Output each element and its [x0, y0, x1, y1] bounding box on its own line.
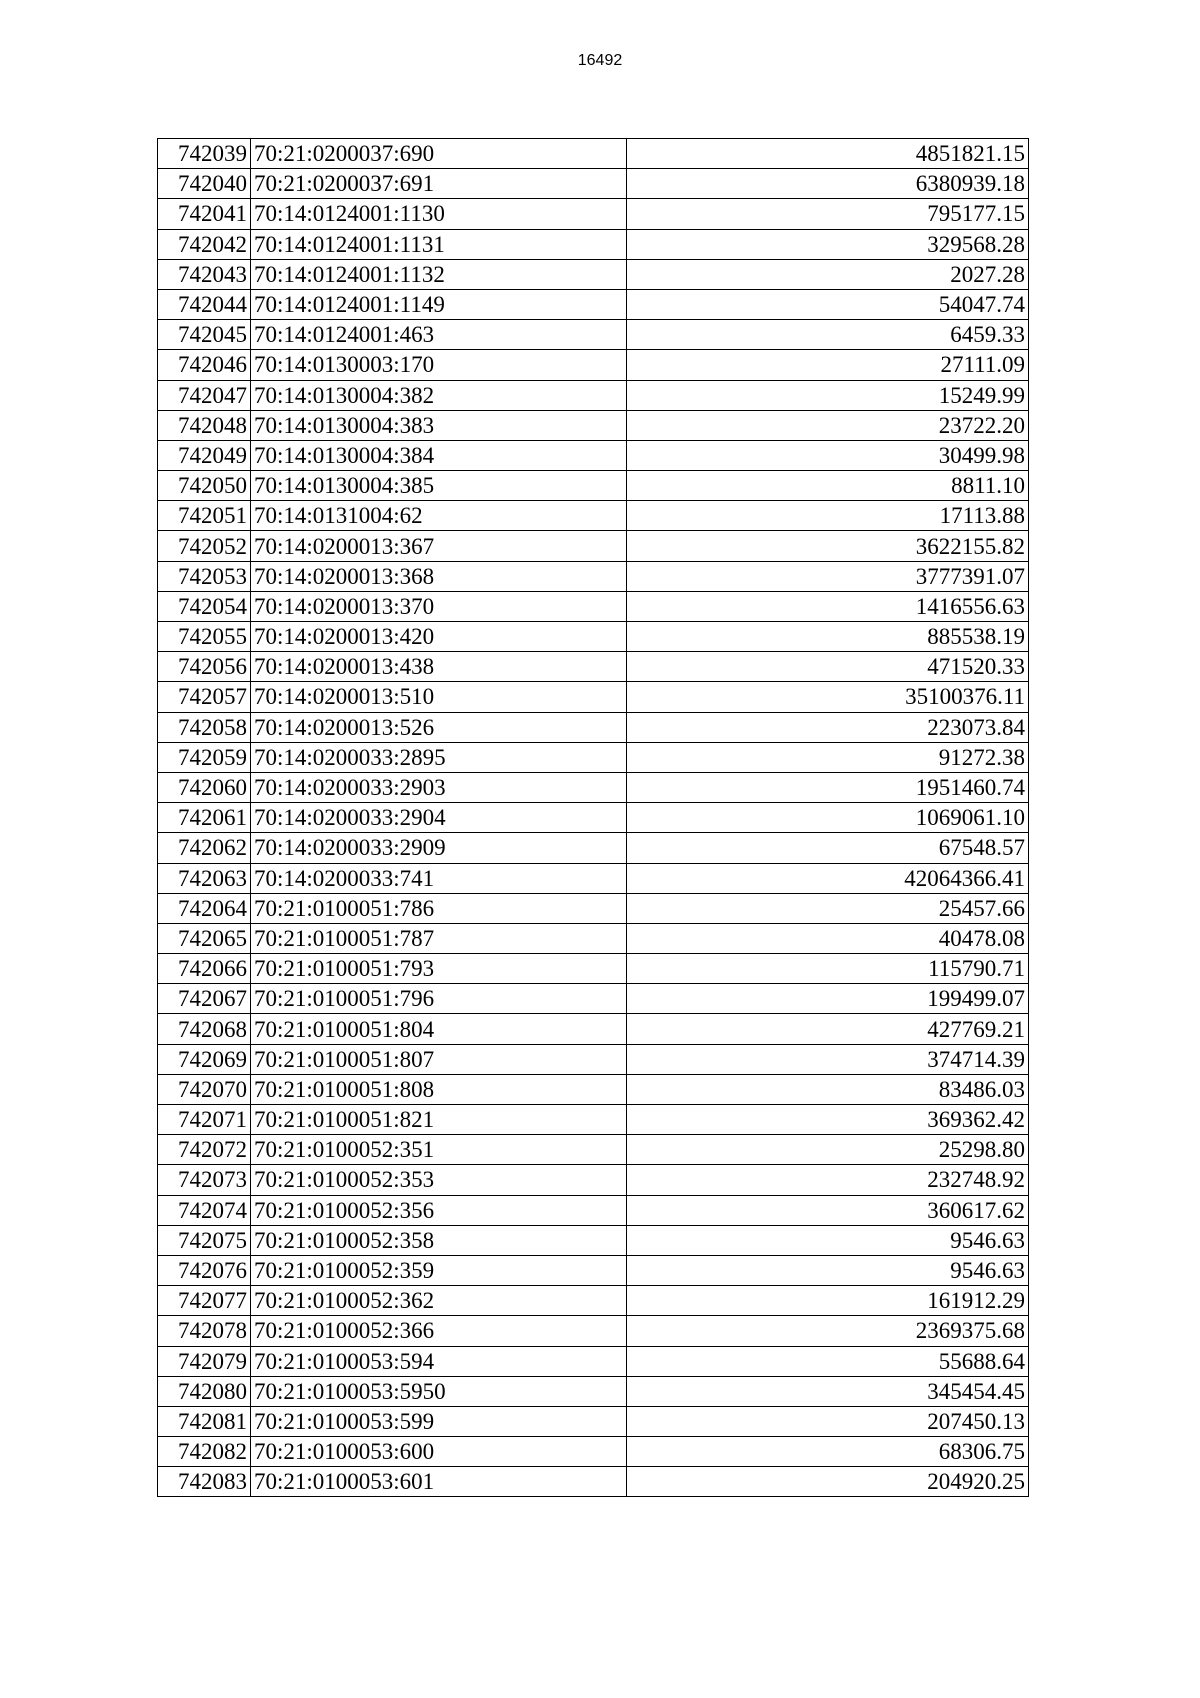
table-body — [158, 139, 1029, 1497]
table-row — [158, 1165, 1029, 1195]
table-row — [158, 1255, 1029, 1285]
cadastral-number-cell: 70:21:0100052:366 — [251, 1316, 627, 1346]
cadastral-number-cell: 70:21:0200037:690 — [251, 139, 627, 169]
table-row — [158, 712, 1029, 742]
row-id-cell: 742061 — [158, 803, 251, 833]
cadastral-value-cell: 204920.25 — [627, 1467, 1029, 1497]
row-id-cell: 742040 — [158, 169, 251, 199]
cadastral-value-cell: 232748.92 — [627, 1165, 1029, 1195]
cadastral-value-cell: 1951460.74 — [627, 772, 1029, 802]
cadastral-number-cell: 70:21:0100051:787 — [251, 923, 627, 953]
cadastral-number-cell: 70:14:0130004:382 — [251, 380, 627, 410]
cadastral-value-cell: 54047.74 — [627, 289, 1029, 319]
row-id-cell: 742049 — [158, 440, 251, 470]
row-id-cell: 742064 — [158, 893, 251, 923]
table-row — [158, 229, 1029, 259]
cadastral-value-cell: 30499.98 — [627, 440, 1029, 470]
row-id-cell: 742073 — [158, 1165, 251, 1195]
cadastral-value-cell: 471520.33 — [627, 652, 1029, 682]
cadastral-number-cell: 70:21:0100051:808 — [251, 1074, 627, 1104]
cadastral-number-cell: 70:21:0100052:351 — [251, 1135, 627, 1165]
table-row — [158, 1346, 1029, 1376]
cadastral-value-cell: 427769.21 — [627, 1014, 1029, 1044]
row-id-cell: 742071 — [158, 1105, 251, 1135]
cadastral-number-cell: 70:21:0100053:594 — [251, 1346, 627, 1376]
cadastral-number-cell: 70:14:0200013:510 — [251, 682, 627, 712]
row-id-cell: 742046 — [158, 350, 251, 380]
table-row — [158, 1316, 1029, 1346]
cadastral-value-cell: 207450.13 — [627, 1406, 1029, 1436]
cadastral-value-cell: 161912.29 — [627, 1286, 1029, 1316]
cadastral-value-cell: 374714.39 — [627, 1044, 1029, 1074]
cadastral-number-cell: 70:21:0200037:691 — [251, 169, 627, 199]
cadastral-value-cell: 25298.80 — [627, 1135, 1029, 1165]
cadastral-value-cell: 27111.09 — [627, 350, 1029, 380]
cadastral-number-cell: 70:14:0200013:368 — [251, 561, 627, 591]
row-id-cell: 742047 — [158, 380, 251, 410]
table-row — [158, 1406, 1029, 1436]
row-id-cell: 742075 — [158, 1225, 251, 1255]
cadastral-number-cell: 70:21:0100053:600 — [251, 1437, 627, 1467]
row-id-cell: 742053 — [158, 561, 251, 591]
row-id-cell: 742054 — [158, 591, 251, 621]
row-id-cell: 742068 — [158, 1014, 251, 1044]
cadastral-number-cell: 70:21:0100052:359 — [251, 1255, 627, 1285]
cadastral-value-cell: 8811.10 — [627, 471, 1029, 501]
cadastral-value-cell: 2369375.68 — [627, 1316, 1029, 1346]
cadastral-number-cell: 70:14:0130004:385 — [251, 471, 627, 501]
table-row — [158, 772, 1029, 802]
cadastral-value-cell: 795177.15 — [627, 199, 1029, 229]
cadastral-number-cell: 70:21:0100051:793 — [251, 954, 627, 984]
cadastral-number-cell: 70:21:0100052:356 — [251, 1195, 627, 1225]
cadastral-number-cell: 70:21:0100052:358 — [251, 1225, 627, 1255]
cadastral-value-cell: 25457.66 — [627, 893, 1029, 923]
cadastral-number-cell: 70:21:0100051:804 — [251, 1014, 627, 1044]
table-row — [158, 1286, 1029, 1316]
table-row — [158, 1135, 1029, 1165]
table-row — [158, 320, 1029, 350]
table-row — [158, 1044, 1029, 1074]
row-id-cell: 742056 — [158, 652, 251, 682]
cadastral-number-cell: 70:14:0130004:383 — [251, 410, 627, 440]
cadastral-number-cell: 70:14:0124001:463 — [251, 320, 627, 350]
row-id-cell: 742039 — [158, 139, 251, 169]
table-row — [158, 1376, 1029, 1406]
cadastral-value-cell: 6380939.18 — [627, 169, 1029, 199]
row-id-cell: 742045 — [158, 320, 251, 350]
table-row — [158, 622, 1029, 652]
cadastral-number-cell: 70:14:0200033:2904 — [251, 803, 627, 833]
table-row — [158, 742, 1029, 772]
row-id-cell: 742041 — [158, 199, 251, 229]
cadastral-value-cell: 6459.33 — [627, 320, 1029, 350]
cadastral-value-cell: 885538.19 — [627, 622, 1029, 652]
cadastral-value-cell: 23722.20 — [627, 410, 1029, 440]
table-row — [158, 591, 1029, 621]
cadastral-number-cell: 70:14:0124001:1149 — [251, 289, 627, 319]
table-row — [158, 199, 1029, 229]
cadastral-number-cell: 70:21:0100053:599 — [251, 1406, 627, 1436]
page-number: 16492 — [577, 52, 623, 69]
row-id-cell: 742058 — [158, 712, 251, 742]
table-row — [158, 923, 1029, 953]
row-id-cell: 742051 — [158, 501, 251, 531]
row-id-cell: 742057 — [158, 682, 251, 712]
row-id-cell: 742055 — [158, 622, 251, 652]
cadastral-number-cell: 70:21:0100051:821 — [251, 1105, 627, 1135]
table-row — [158, 139, 1029, 169]
table-row — [158, 1105, 1029, 1135]
cadastral-number-cell: 70:14:0131004:62 — [251, 501, 627, 531]
cadastral-value-cell: 329568.28 — [627, 229, 1029, 259]
row-id-cell: 742066 — [158, 954, 251, 984]
cadastral-number-cell: 70:14:0200033:741 — [251, 863, 627, 893]
table-row — [158, 954, 1029, 984]
cadastral-value-cell: 42064366.41 — [627, 863, 1029, 893]
cadastral-number-cell: 70:14:0200013:526 — [251, 712, 627, 742]
row-id-cell: 742081 — [158, 1406, 251, 1436]
table-row — [158, 803, 1029, 833]
cadastral-value-cell: 3622155.82 — [627, 531, 1029, 561]
row-id-cell: 742042 — [158, 229, 251, 259]
cadastral-number-cell: 70:14:0130004:384 — [251, 440, 627, 470]
table-row — [158, 169, 1029, 199]
row-id-cell: 742072 — [158, 1135, 251, 1165]
row-id-cell: 742077 — [158, 1286, 251, 1316]
cadastral-value-cell: 35100376.11 — [627, 682, 1029, 712]
cadastral-number-cell: 70:14:0200033:2895 — [251, 742, 627, 772]
table-row — [158, 1467, 1029, 1497]
row-id-cell: 742069 — [158, 1044, 251, 1074]
cadastral-number-cell: 70:14:0200033:2909 — [251, 833, 627, 863]
cadastral-value-cell: 345454.45 — [627, 1376, 1029, 1406]
table-row — [158, 652, 1029, 682]
cadastral-value-cell: 369362.42 — [627, 1105, 1029, 1135]
cadastral-value-cell: 9546.63 — [627, 1225, 1029, 1255]
table-row — [158, 561, 1029, 591]
cadastral-number-cell: 70:14:0124001:1130 — [251, 199, 627, 229]
cadastral-number-cell: 70:14:0124001:1132 — [251, 259, 627, 289]
table-row — [158, 682, 1029, 712]
table-row — [158, 1074, 1029, 1104]
cadastral-value-cell: 4851821.15 — [627, 139, 1029, 169]
cadastral-value-cell: 40478.08 — [627, 923, 1029, 953]
cadastral-number-cell: 70:14:0124001:1131 — [251, 229, 627, 259]
table-row — [158, 863, 1029, 893]
cadastral-value-cell: 3777391.07 — [627, 561, 1029, 591]
table-row — [158, 350, 1029, 380]
table-row — [158, 984, 1029, 1014]
row-id-cell: 742065 — [158, 923, 251, 953]
row-id-cell: 742063 — [158, 863, 251, 893]
row-id-cell: 742078 — [158, 1316, 251, 1346]
row-id-cell: 742080 — [158, 1376, 251, 1406]
table-row — [158, 1195, 1029, 1225]
cadastral-value-cell: 1069061.10 — [627, 803, 1029, 833]
table-row — [158, 289, 1029, 319]
table-row — [158, 833, 1029, 863]
cadastral-number-cell: 70:14:0200013:420 — [251, 622, 627, 652]
cadastral-number-cell: 70:21:0100051:807 — [251, 1044, 627, 1074]
cadastral-value-cell: 223073.84 — [627, 712, 1029, 742]
cadastral-value-cell: 83486.03 — [627, 1074, 1029, 1104]
cadastral-number-cell: 70:21:0100052:353 — [251, 1165, 627, 1195]
table-row — [158, 380, 1029, 410]
cadastral-value-cell: 67548.57 — [627, 833, 1029, 863]
table-row — [158, 501, 1029, 531]
cadastral-value-cell: 68306.75 — [627, 1437, 1029, 1467]
table-row — [158, 1225, 1029, 1255]
row-id-cell: 742076 — [158, 1255, 251, 1285]
table-row — [158, 1014, 1029, 1044]
cadastral-number-cell: 70:14:0200033:2903 — [251, 772, 627, 802]
row-id-cell: 742050 — [158, 471, 251, 501]
table-row — [158, 531, 1029, 561]
cadastral-number-cell: 70:21:0100051:786 — [251, 893, 627, 923]
cadastral-value-table — [157, 138, 1029, 1497]
row-id-cell: 742062 — [158, 833, 251, 863]
cadastral-value-cell: 15249.99 — [627, 380, 1029, 410]
table-row — [158, 471, 1029, 501]
row-id-cell: 742083 — [158, 1467, 251, 1497]
cadastral-number-cell: 70:14:0200013:367 — [251, 531, 627, 561]
row-id-cell: 742067 — [158, 984, 251, 1014]
cadastral-value-cell: 91272.38 — [627, 742, 1029, 772]
cadastral-number-cell: 70:14:0200013:438 — [251, 652, 627, 682]
row-id-cell: 742060 — [158, 772, 251, 802]
table-row — [158, 1437, 1029, 1467]
row-id-cell: 742059 — [158, 742, 251, 772]
cadastral-value-cell: 1416556.63 — [627, 591, 1029, 621]
cadastral-value-cell: 199499.07 — [627, 984, 1029, 1014]
row-id-cell: 742082 — [158, 1437, 251, 1467]
table-row — [158, 259, 1029, 289]
cadastral-number-cell: 70:14:0130003:170 — [251, 350, 627, 380]
table-row — [158, 893, 1029, 923]
cadastral-value-cell: 115790.71 — [627, 954, 1029, 984]
row-id-cell: 742079 — [158, 1346, 251, 1376]
table-row — [158, 410, 1029, 440]
cadastral-number-cell: 70:14:0200013:370 — [251, 591, 627, 621]
cadastral-value-cell: 9546.63 — [627, 1255, 1029, 1285]
row-id-cell: 742048 — [158, 410, 251, 440]
table-row — [158, 440, 1029, 470]
cadastral-number-cell: 70:21:0100053:5950 — [251, 1376, 627, 1406]
row-id-cell: 742043 — [158, 259, 251, 289]
cadastral-number-cell: 70:21:0100051:796 — [251, 984, 627, 1014]
cadastral-number-cell: 70:21:0100053:601 — [251, 1467, 627, 1497]
row-id-cell: 742044 — [158, 289, 251, 319]
row-id-cell: 742052 — [158, 531, 251, 561]
cadastral-value-cell: 17113.88 — [627, 501, 1029, 531]
row-id-cell: 742074 — [158, 1195, 251, 1225]
cadastral-value-cell: 2027.28 — [627, 259, 1029, 289]
row-id-cell: 742070 — [158, 1074, 251, 1104]
cadastral-number-cell: 70:21:0100052:362 — [251, 1286, 627, 1316]
cadastral-value-cell: 360617.62 — [627, 1195, 1029, 1225]
cadastral-value-cell: 55688.64 — [627, 1346, 1029, 1376]
